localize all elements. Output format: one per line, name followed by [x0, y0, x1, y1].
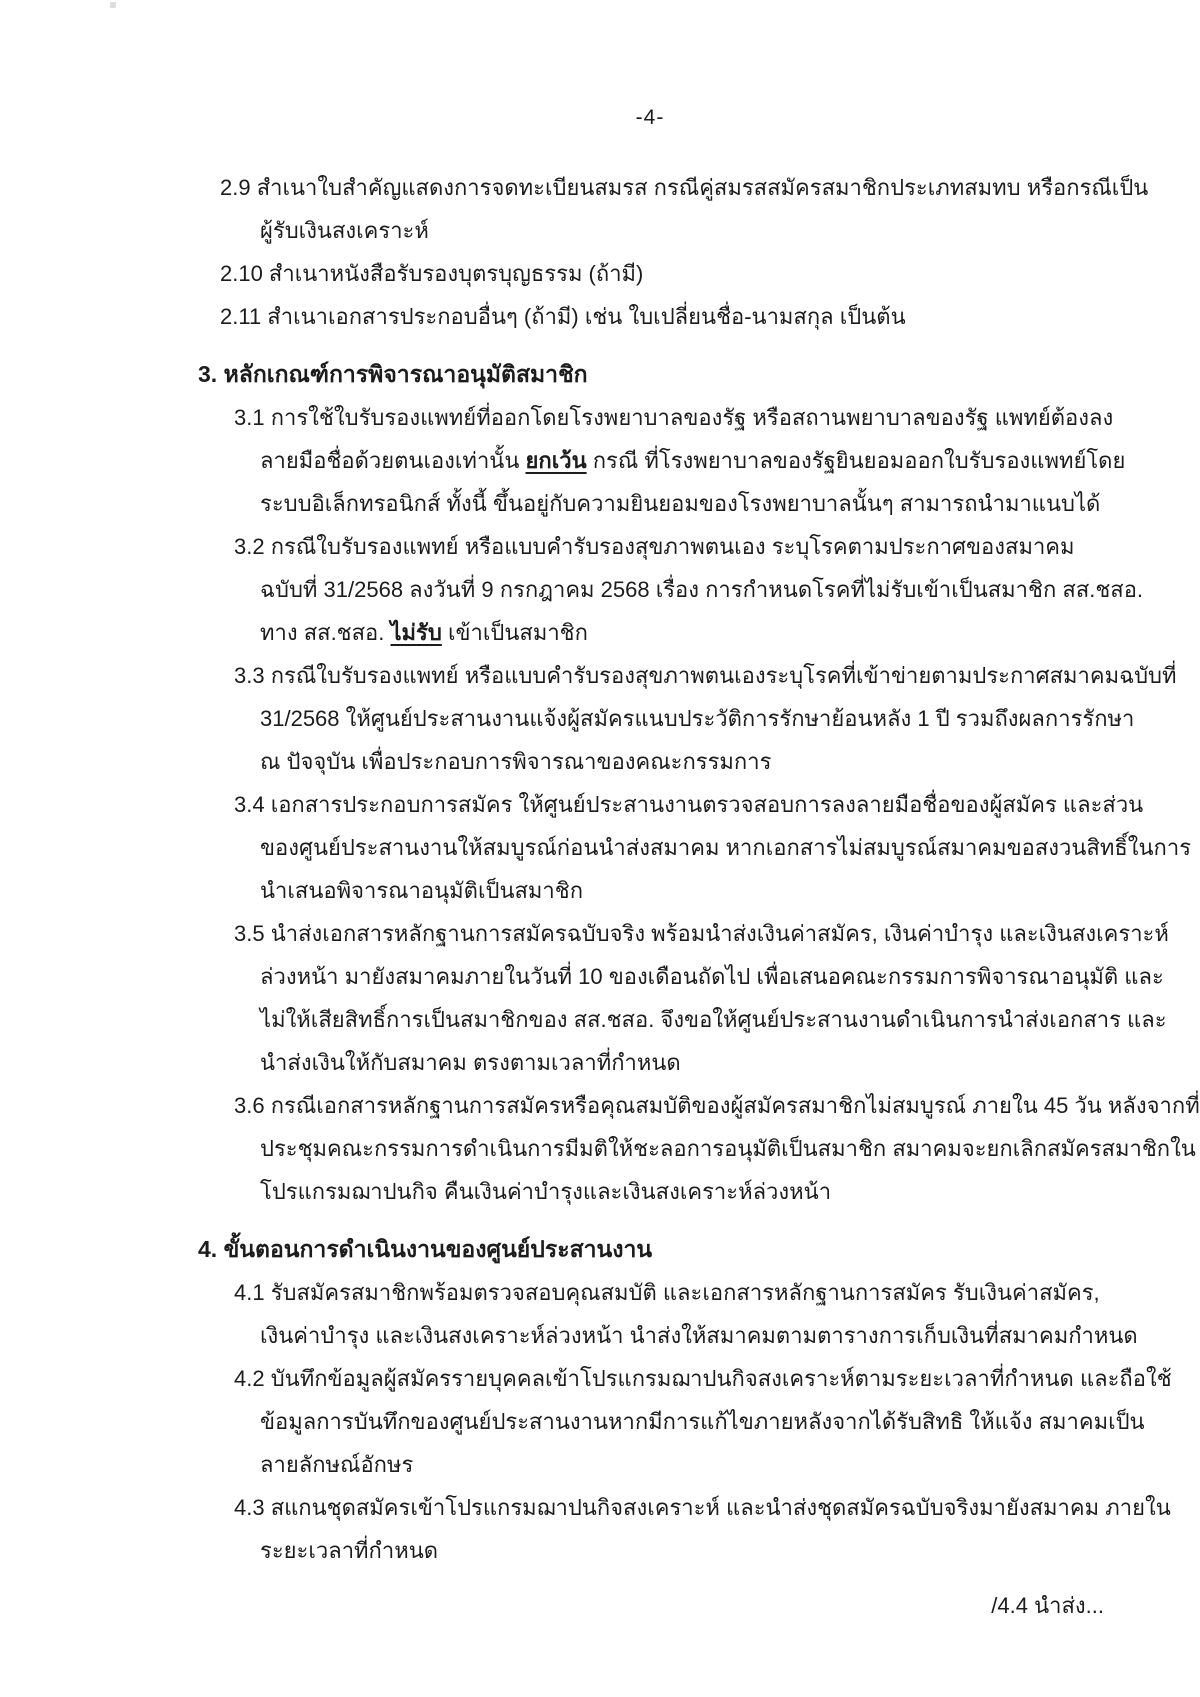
doc-line — [0, 1271, 1200, 1314]
doc-line — [0, 482, 1200, 525]
doc-line — [0, 611, 1200, 654]
doc-line — [0, 1529, 1200, 1572]
text-segment: 4.3 สแกนชุดสมัครเข้าโปรแกรมฌาปนกิจสงเคราะห์ และนำส่งชุดสมัครฉบับจริงมายังสมาคม ภายใน — [234, 1495, 1171, 1520]
doc-line — [0, 1041, 1200, 1084]
doc-line — [0, 783, 1200, 826]
text-segment: ผู้รับเงินสงเคราะห์ — [260, 218, 429, 243]
text-segment: 3.3 กรณีใบรับรองแพทย์ หรือแบบคำรับรองสุขภาพตนเองระบุโรคที่เข้าข่ายตามประกาศสมาคมฉบับที่ — [234, 663, 1177, 688]
text-segment: ไม่ให้เสียสิทธิ์การเป็นสมาชิกของ สส.ชสอ. จึงขอให้ศูนย์ประสานงานดำเนินการนำส่งเอกสาร และ — [260, 1007, 1167, 1032]
text-segment: โปรแกรมฌาปนกิจ คืนเงินค่าบำรุงและเงินสงเคราะห์ล่วงหน้า — [260, 1179, 832, 1204]
emphasized-text: ยกเว้น — [525, 448, 587, 473]
text-segment: เงินค่าบำรุง และเงินสงเคราะห์ล่วงหน้า นำส่งให้สมาคมตามตารางการเก็บเงินที่สมาคมกำหนด — [260, 1323, 1138, 1348]
text-segment: ทาง สส.ชสอ. — [260, 620, 391, 645]
text-segment: 2.9 สำเนาใบสำคัญแสดงการจดทะเบียนสมรส กรณีคู่สมรสสมัครสมาชิกประเภทสมทบ หรือกรณีเป็น — [220, 175, 1149, 200]
doc-line — [0, 209, 1200, 252]
doc-line — [0, 697, 1200, 740]
doc-line — [0, 166, 1200, 209]
text-segment: 3.4 เอกสารประกอบการสมัคร ให้ศูนย์ประสานงานตรวจสอบการลงลายมือชื่อของผู้สมัคร และส่วน — [234, 792, 1144, 817]
text-segment: ล่วงหน้า มายังสมาคมภายในวันที่ 10 ของเดือนถัดไป เพื่อเสนอคณะกรรมการพิจารณาอนุมัติ และ — [260, 964, 1164, 989]
doc-line — [0, 525, 1200, 568]
doc-line — [0, 568, 1200, 611]
text-segment: ระบบอิเล็กทรอนิกส์ ทั้งนี้ ขึ้นอยู่กับความยินยอมของโรงพยาบาลนั้นๆ สามารถนำมาแนบได้ — [260, 491, 1101, 516]
page-number: -4- — [635, 106, 665, 129]
text-segment: ระยะเวลาที่กำหนด — [260, 1538, 439, 1563]
text-segment: 3. หลักเกณฑ์การพิจารณาอนุมัติสมาชิก — [198, 361, 588, 387]
emphasized-text: ไม่รับ — [390, 620, 442, 645]
doc-line — [0, 826, 1200, 869]
text-segment: 2.11 สำเนาเอกสารประกอบอื่นๆ (ถ้ามี) เช่น ใบเปลี่ยนชื่อ-นามสกุล เป็นต้น — [220, 304, 906, 329]
text-segment: 4. ขั้นตอนการดำเนินงานของศูนย์ประสานงาน — [198, 1236, 653, 1262]
doc-line — [0, 869, 1200, 912]
doc-line — [0, 1084, 1200, 1127]
text-segment: 4.1 รับสมัครสมาชิกพร้อมตรวจสอบคุณสมบัติ และเอกสารหลักฐานการสมัคร รับเงินค่าสมัคร, — [234, 1280, 1100, 1305]
doc-line — [0, 1400, 1200, 1443]
doc-line — [0, 295, 1200, 338]
text-segment: ลายลักษณ์อักษร — [260, 1452, 414, 1477]
doc-line — [0, 1170, 1200, 1213]
doc-line — [0, 439, 1200, 482]
text-segment: ณ ปัจจุบัน เพื่อประกอบการพิจารณาของคณะกรรมการ — [260, 749, 772, 774]
doc-line — [0, 955, 1200, 998]
doc-line — [0, 1314, 1200, 1357]
text-segment: ฉบับที่ 31/2568 ลงวันที่ 9 กรกฎาคม 2568 เรื่อง การกำหนดโรคที่ไม่รับเข้าเป็นสมาชิก สส.ชสอ. — [260, 577, 1144, 602]
text-segment: 3.5 นำส่งเอกสารหลักฐานการสมัครฉบับจริง พร้อมนำส่งเงินค่าสมัคร, เงินค่าบำรุง และเงินสงเคราะห์ — [234, 921, 1169, 946]
text-segment: 3.1 การใช้ใบรับรองแพทย์ที่ออกโดยโรงพยาบาลของรัฐ หรือสถานพยาบาลของรัฐ แพทย์ต้องลง — [234, 405, 1114, 430]
text-segment: 4.2 บันทึกข้อมูลผู้สมัครรายบุคคลเข้าโปรแกรมฌาปนกิจสงเคราะห์ตามระยะเวลาที่กำหนด และถือใช้ — [234, 1366, 1172, 1391]
doc-line — [0, 912, 1200, 955]
doc-line — [0, 396, 1200, 439]
section-heading — [0, 1228, 1200, 1271]
text-segment: เข้าเป็นสมาชิก — [441, 620, 588, 645]
doc-line — [0, 1486, 1200, 1529]
text-segment: กรณี ที่โรงพยาบาลของรัฐยินยอมออกใบรับรองแพทย์โดย — [586, 448, 1126, 473]
text-segment: ลายมือชื่อด้วยตนเองเท่านั้น — [260, 448, 526, 473]
text-segment: ข้อมูลการบันทึกของศูนย์ประสานงานหากมีการแก้ไขภายหลังจากได้รับสิทธิ ให้แจ้ง สมาคมเป็น — [260, 1409, 1145, 1434]
text-segment: 2.10 สำเนาหนังสือรับรองบุตรบุญธรรม (ถ้ามี) — [220, 261, 644, 286]
text-segment: 3.6 กรณีเอกสารหลักฐานการสมัครหรือคุณสมบัติของผู้สมัครสมาชิกไม่สมบูรณ์ ภายใน 45 วัน หลังจากที่ — [234, 1093, 1200, 1118]
text-segment: นำเสนอพิจารณาอนุมัติเป็นสมาชิก — [260, 878, 584, 903]
doc-line — [0, 654, 1200, 697]
doc-line — [0, 998, 1200, 1041]
section-heading — [0, 353, 1200, 396]
text-segment: 31/2568 ให้ศูนย์ประสานงานแจ้งผู้สมัครแนบประวัติการรักษาย้อนหลัง 1 ปี รวมถึงผลการรักษา — [260, 706, 1135, 731]
doc-line — [0, 1357, 1200, 1400]
document-body — [0, 166, 1200, 1572]
continuation-note: /4.4 นำส่ง... — [991, 1593, 1104, 1618]
text-segment: ประชุมคณะกรรมการดำเนินการมีมติให้ชะลอการอนุมัติเป็นสมาชิก สมาคมจะยกเลิกสมัครสมาชิกใน — [260, 1136, 1196, 1161]
doc-line — [0, 1127, 1200, 1170]
text-segment: ของศูนย์ประสานงานให้สมบูรณ์ก่อนนำส่งสมาคม หากเอกสารไม่สมบูรณ์สมาคมขอสงวนสิทธิ์ในการ — [260, 835, 1192, 860]
doc-line — [0, 1443, 1200, 1486]
scan-artifact — [110, 2, 116, 8]
doc-line — [0, 252, 1200, 295]
doc-line — [0, 740, 1200, 783]
text-segment: 3.2 กรณีใบรับรองแพทย์ หรือแบบคำรับรองสุขภาพตนเอง ระบุโรคตามประกาศของสมาคม — [234, 534, 1075, 559]
text-segment: นำส่งเงินให้กับสมาคม ตรงตามเวลาที่กำหนด — [260, 1050, 681, 1075]
